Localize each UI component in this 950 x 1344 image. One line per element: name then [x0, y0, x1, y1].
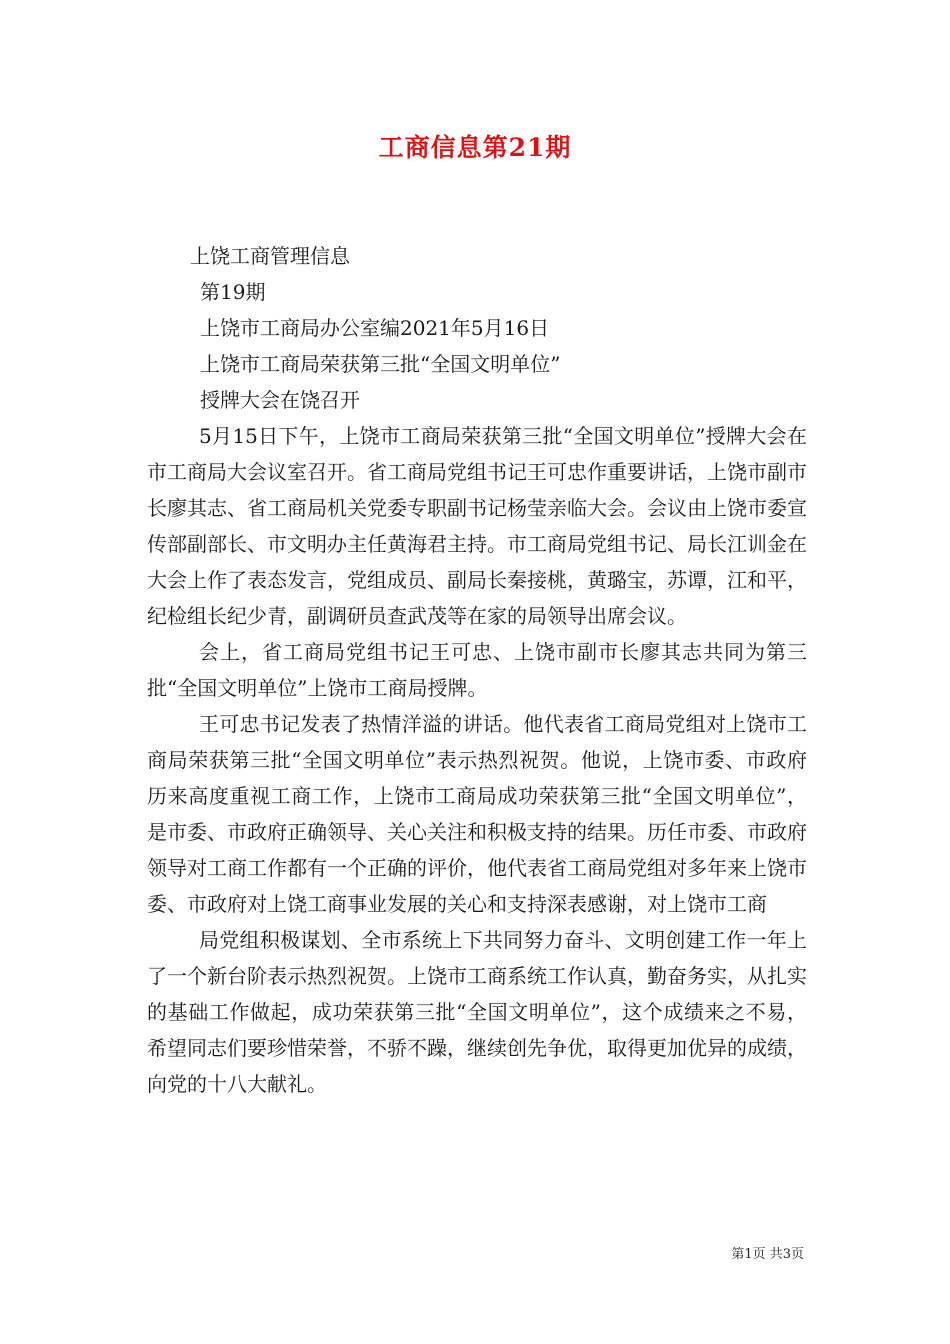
issue-number: 第19期: [200, 280, 266, 304]
publication-name: 上饶工商管理信息: [190, 244, 350, 268]
paragraph-3: 王可忠书记发表了热情洋溢的讲话。他代表省工商局党组对上饶市工商局荣获第三批“全国文明单位”表示热烈祝贺。他说，上饶市委、市政府历来高度重视工商工作，上饶市工商局成功荣获第三批“全国文明单位”，是市委、市政府正确领导、关心关注和积极支持的结果。历任市委、市政府领导对工商工作都有一个正确的评价，他代表省工商局党组对多年来上饶市委、市政府对上饶工商事业发展的关心和支持深表感谢，对上饶市工商: [147, 712, 807, 916]
editor-date-line: 上饶市工商局办公室编2021年5月16日: [200, 316, 550, 340]
article-body: [147, 418, 807, 1102]
paragraph-1: 5月15日下午，上饶市工商局荣获第三批“全国文明单位”授牌大会在市工商局大会议室召开。省工商局党组书记王可忠作重要讲话，上饶市副市长廖其志、省工商局机关党委专职副书记杨莹亲临大会。会议由上饶市委宣传部副部长、市文明办主任黄海君主持。市工商局党组书记、局长江训金在大会上作了表态发言，党组成员、副局长秦接桃，黄璐宝，苏谭，江和平，纪检组长纪少青，副调研员查武茂等在家的局领导出席会议。: [147, 424, 807, 628]
headline-line-1: 上饶市工商局荣获第三批“全国文明单位”: [200, 352, 561, 376]
headline-line-2: 授牌大会在饶召开: [200, 388, 360, 412]
document-header: [0, 238, 950, 418]
paragraph-4: 局党组积极谋划、全市系统上下共同努力奋斗、文明创建工作一年上了一个新台阶表示热烈祝贺。上饶市工商系统工作认真，勤奋务实，从扎实的基础工作做起，成功荣获第三批“全国文明单位”，这个成绩来之不易，希望同志们要珍惜荣誉，不骄不躁，继续创先争优，取得更加优异的成绩，向党的十八大献礼。: [147, 928, 807, 1096]
document-title: 工商信息第21期: [378, 133, 572, 162]
page-number: 第1页 共3页: [731, 1247, 804, 1262]
paragraph-2: 会上，省工商局党组书记王可忠、上饶市副市长廖其志共同为第三批“全国文明单位”上饶市工商局授牌。: [147, 640, 807, 700]
